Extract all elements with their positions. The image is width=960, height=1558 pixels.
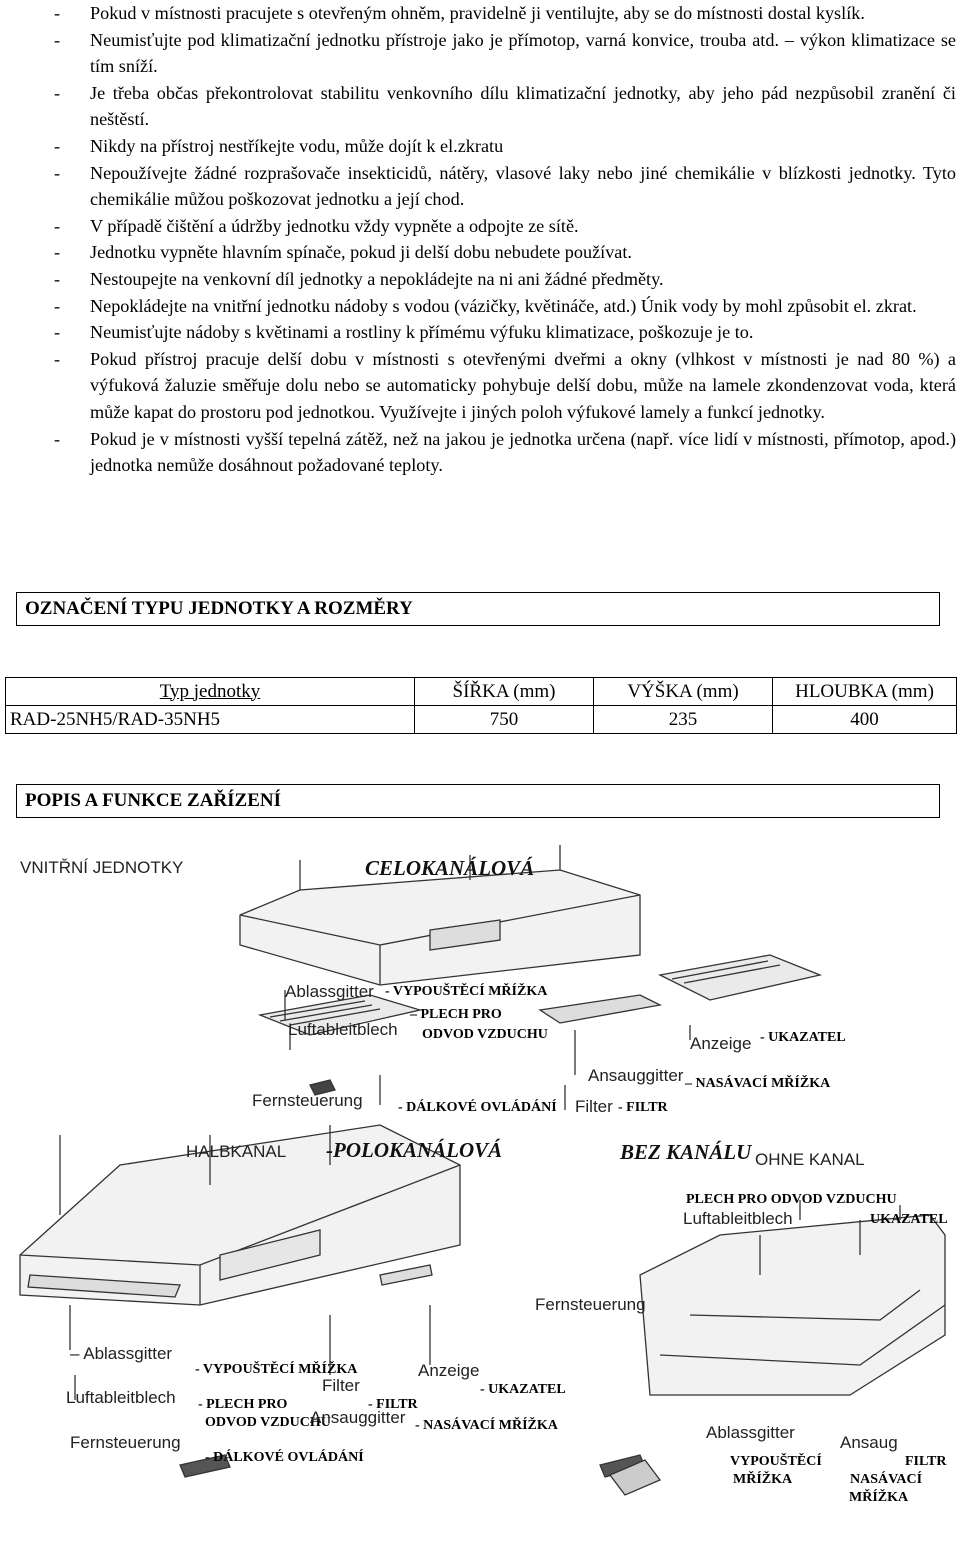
label-ukazatel: - UKAZATEL bbox=[760, 1030, 846, 1045]
label-ablassgitter: Ablassgitter bbox=[285, 982, 374, 1001]
dimensions-table bbox=[5, 677, 957, 734]
table-row bbox=[6, 706, 957, 734]
label-plech-right: PLECH PRO ODVOD VZDUCHU bbox=[686, 1192, 897, 1207]
label-fernsteuerung-right: Fernsteuerung bbox=[535, 1295, 646, 1314]
bullet-dash: - bbox=[54, 3, 61, 23]
table-cell: RAD-25NH5/RAD-35NH5 bbox=[6, 706, 415, 734]
title-polokanalova: -POLOKANÁLOVÁ bbox=[326, 1138, 503, 1162]
label-vypoustec: - VYPOUŠTĚCÍ MŘÍŽKA bbox=[385, 984, 548, 999]
title-bez-kanalu: BEZ KANÁLU bbox=[620, 1140, 752, 1164]
bullet-dash: - bbox=[54, 322, 61, 343]
title-celokanalova: CELOKANÁLOVÁ bbox=[365, 856, 535, 880]
label-plech-2: ODVOD VZDUCHU bbox=[422, 1027, 548, 1042]
bullet-item: - Je třeba občas překontrolovat stabilitu venkovního dílu klimatizační jednotky, aby jeho pád nezpůsobil zranění či neštěstí. bbox=[36, 80, 956, 133]
label-dalkove: - DÁLKOVÉ OVLÁDÁNÍ bbox=[398, 1100, 557, 1115]
bullet-dash: - bbox=[54, 215, 61, 236]
table-cell: 750 bbox=[415, 706, 594, 734]
label-ablassgitter-right: Ablassgitter bbox=[706, 1423, 795, 1442]
label-ablassgitter-left: – Ablassgitter bbox=[70, 1344, 173, 1363]
label-luftableitblech: Luftableitblech bbox=[288, 1020, 398, 1039]
bullet-item: - Nepokládejte na vnitřní jednotku nádoby s vodou (vázičky, květináče, atd.) Únik vody by mohl způsobit el. zkrat. bbox=[36, 293, 956, 320]
label-ansauggitter-left: Ansauggitter bbox=[310, 1408, 406, 1427]
column-header: Typ jednotky bbox=[6, 678, 415, 706]
bullet-item: - Pokud přístroj pracuje delší dobu v místnosti s otevřenými dveřmi a okny (vlhkost v místnosti je nad 80 %) a výfuková žaluzie směřuje dolu nebo se automaticky pohybuje delší dobu, může na lamele zkondenzovat voda, která může kapat do prostoru pod jednotkou. Využívejte i jiných poloh výfukové lamely a funkcí jednotky. bbox=[36, 346, 956, 426]
label-filter: Filter bbox=[575, 1097, 613, 1116]
label-ansaug-right: Ansaug bbox=[840, 1433, 898, 1452]
label-plech-left-2: ODVOD VZDUCHU bbox=[205, 1415, 331, 1430]
label-nasavaci-left: - NASÁVACÍ MŘÍŽKA bbox=[415, 1418, 558, 1433]
label-ukazatel-left: - UKAZATEL bbox=[480, 1382, 566, 1397]
ceiling-duct-unit-illustration bbox=[240, 845, 820, 1095]
label-fernsteuerung-left: Fernsteuerung bbox=[70, 1433, 181, 1452]
label-filtr-left: - FILTR bbox=[368, 1397, 418, 1412]
label-dalkove-left: - DÁLKOVÉ OVLÁDÁNÍ bbox=[205, 1450, 364, 1465]
bullet-item: - Pokud v místnosti pracujete s otevřeným ohněm, pravidelně ji ventilujte, aby se do místnosti dostal kyslík. bbox=[36, 0, 956, 27]
diagram-header: VNITŘNÍ JEDNOTKY bbox=[20, 858, 184, 877]
table-cell: 235 bbox=[594, 706, 773, 734]
label-nasavaci-right: NASÁVACÍ bbox=[850, 1472, 923, 1487]
bullet-dash: - bbox=[54, 348, 61, 369]
label-nasavaci-right-2: MŘÍŽKA bbox=[849, 1490, 909, 1505]
label-halbkanal: HALBKANAL bbox=[186, 1142, 287, 1161]
label-luftableitblech-right: Luftableitblech bbox=[683, 1209, 793, 1228]
label-ukazatel-right: UKAZATEL bbox=[870, 1212, 948, 1227]
safety-bullet-list bbox=[36, 0, 956, 479]
table-cell: 400 bbox=[773, 706, 957, 734]
bullet-item: - V případě čištění a údržby jednotku vždy vypněte a odpojte ze sítě. bbox=[36, 213, 956, 240]
label-plech: – PLECH PRO bbox=[410, 1007, 502, 1022]
bullet-dash: - bbox=[54, 268, 61, 289]
bullet-dash: - bbox=[54, 162, 61, 183]
column-header: ŠÍŘKA (mm) bbox=[415, 678, 594, 706]
bullet-dash: - bbox=[54, 135, 61, 156]
label-vypoustec-left: - VYPOUŠTĚCÍ MŘÍŽKA bbox=[195, 1362, 358, 1377]
table-header-row bbox=[6, 678, 957, 706]
bullet-item: - Jednotku vypněte hlavním spínače, pokud ji delší dobu nebudete používat. bbox=[36, 239, 956, 266]
section-heading-description bbox=[16, 784, 940, 818]
bullet-item: - Nestoupejte na venkovní díl jednotky a nepokládejte na ni ani žádné předměty. bbox=[36, 266, 956, 293]
label-filtr-right: FILTR bbox=[905, 1454, 947, 1469]
indoor-units-diagram bbox=[0, 835, 960, 1558]
label-vypoustec-right: VYPOUŠTĚCÍ bbox=[730, 1454, 822, 1469]
label-filter-left: Filter bbox=[322, 1376, 360, 1395]
bullet-item: - Nikdy na přístroj nestříkejte vodu, může dojít k el.zkratu bbox=[36, 133, 956, 160]
bullet-dash: - bbox=[54, 295, 61, 316]
label-plech-left: - PLECH PRO bbox=[198, 1397, 288, 1412]
label-nasavaci: – NASÁVACÍ MŘÍŽKA bbox=[685, 1076, 831, 1091]
section-title: POPIS A FUNKCE ZAŘÍZENÍ bbox=[25, 790, 282, 811]
label-vypoustec-right-2: MŘÍŽKA bbox=[733, 1472, 793, 1487]
bullet-item: - Neumisťujte nádoby s květinami a rostliny k přímému výfuku klimatizace, poškozuje je to. bbox=[36, 319, 956, 346]
bullet-dash: - bbox=[54, 428, 61, 449]
label-anzeige-left: Anzeige bbox=[418, 1361, 480, 1380]
column-header: VÝŠKA (mm) bbox=[594, 678, 773, 706]
label-luftableitblech-left: Luftableitblech bbox=[66, 1388, 176, 1407]
bullet-dash: - bbox=[54, 29, 61, 50]
bullet-item: - Pokud je v místnosti vyšší tepelná zátěž, než na jakou je jednotka určena (např. více lidí v místnosti, přímotop, apod.) jednotka nemůže dosáhnout požadované teploty. bbox=[36, 426, 956, 479]
bullet-item: - Neumisťujte pod klimatizační jednotku přístroje jako je přímotop, varná konvice, trouba atd. – výkon klimatizace se tím sníží. bbox=[36, 27, 956, 80]
section-heading-type bbox=[16, 592, 940, 626]
bullet-dash: - bbox=[54, 82, 61, 103]
cassette-unit-illustration bbox=[600, 1215, 945, 1495]
section-title: OZNAČENÍ TYPU JEDNOTKY A ROZMĚRY bbox=[25, 598, 413, 619]
label-fernsteuerung: Fernsteuerung bbox=[252, 1091, 363, 1110]
label-ansauggitter: Ansauggitter bbox=[588, 1066, 684, 1085]
bullet-dash: - bbox=[54, 242, 61, 263]
column-header: HLOUBKA (mm) bbox=[773, 678, 957, 706]
label-anzeige: Anzeige bbox=[690, 1034, 752, 1053]
label-filtr: - FILTR bbox=[618, 1100, 668, 1115]
label-ohne-kanal: OHNE KANAL bbox=[755, 1150, 865, 1169]
bullet-item: - Nepoužívejte žádné rozprašovače insekticidů, nátěry, vlasové laky nebo jiné chemikálie v blízkosti jednotky. Tyto chemikálie můžou poškozovat jednotku a její chod. bbox=[36, 160, 956, 213]
